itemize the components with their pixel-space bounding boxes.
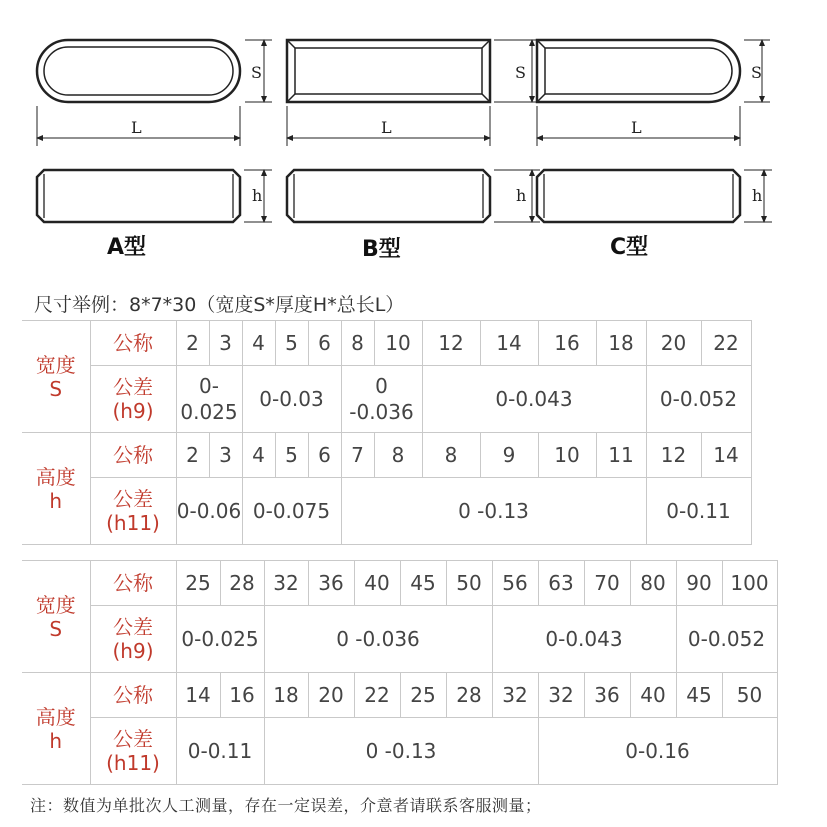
nominal-label: 公称 [90, 673, 176, 718]
nominal-label: 公称 [90, 561, 176, 606]
height-nominal-row [22, 673, 777, 718]
value-cell: 50 [446, 561, 492, 606]
tolerance-cell: 0-0.11 [176, 718, 264, 785]
type-c-top-view [537, 40, 770, 146]
value-cell: 4 [242, 433, 275, 478]
tolerance-label: 公差 (h11) [90, 478, 176, 545]
key-type-diagram [0, 0, 827, 280]
value-cell: 10 [374, 321, 422, 366]
dim-l-a: L [131, 118, 142, 137]
value-cell: 18 [264, 673, 308, 718]
value-cell: 3 [209, 433, 242, 478]
type-a-label: A型 [107, 235, 147, 260]
value-cell: 3 [209, 321, 242, 366]
value-cell: 45 [400, 561, 446, 606]
value-cell: 80 [630, 561, 676, 606]
nominal-label: 公称 [90, 433, 176, 478]
tolerance-label: 公差 (h9) [90, 606, 176, 673]
value-cell: 56 [492, 561, 538, 606]
tolerance-cell: 0-0.06 [176, 478, 242, 545]
value-cell: 2 [176, 321, 209, 366]
type-a-top-view [37, 40, 272, 146]
tolerance-cell: 0 -0.13 [341, 478, 646, 545]
dim-h-c: h [752, 186, 763, 205]
type-c-label: C型 [610, 235, 649, 260]
value-cell: 5 [275, 433, 308, 478]
value-cell: 63 [538, 561, 584, 606]
value-cell: 50 [722, 673, 777, 718]
dim-h-a: h [252, 186, 263, 205]
nominal-label: 公称 [90, 321, 176, 366]
value-cell: 18 [596, 321, 646, 366]
height-nominal-row [22, 433, 751, 478]
value-cell: 36 [308, 561, 354, 606]
value-cell: 32 [492, 673, 538, 718]
value-cell: 9 [480, 433, 538, 478]
tolerance-cell: 0-0.052 [646, 366, 751, 433]
value-cell: 12 [646, 433, 701, 478]
value-cell: 32 [538, 673, 584, 718]
value-cell: 45 [676, 673, 722, 718]
tolerance-label: 公差 (h11) [90, 718, 176, 785]
value-cell: 11 [596, 433, 646, 478]
value-cell: 10 [538, 433, 596, 478]
value-cell: 100 [722, 561, 777, 606]
tolerance-cell: 0-0.025 [176, 366, 242, 433]
type-b-label: B型 [362, 237, 401, 262]
tolerance-label: 公差 (h9) [90, 366, 176, 433]
value-cell: 25 [176, 561, 220, 606]
dim-l-b: L [381, 118, 392, 137]
width-group-label: 宽度 S [22, 321, 90, 433]
dim-s-c: S [751, 63, 762, 82]
spec-table-small [22, 320, 752, 545]
type-a-side-view [37, 170, 272, 222]
value-cell: 28 [446, 673, 492, 718]
value-cell: 28 [220, 561, 264, 606]
value-cell: 6 [308, 433, 341, 478]
value-cell: 70 [584, 561, 630, 606]
width-nominal-row [22, 321, 751, 366]
width-tolerance-row [22, 366, 751, 433]
width-tolerance-row [22, 606, 777, 673]
tolerance-cell: 0-0.16 [538, 718, 777, 785]
value-cell: 40 [630, 673, 676, 718]
type-b-side-view [287, 170, 540, 222]
value-cell: 8 [341, 321, 374, 366]
width-group-label: 宽度 S [22, 561, 90, 673]
value-cell: 4 [242, 321, 275, 366]
tolerance-cell: 0-0.052 [676, 606, 777, 673]
value-cell: 12 [422, 321, 480, 366]
tolerance-cell: 0 -0.036 [264, 606, 492, 673]
size-example: 尺寸举例：8*7*30（宽度S*厚度H*总长L） [34, 294, 405, 316]
type-c-side-view [537, 170, 772, 222]
tolerance-cell: 0-0.025 [176, 606, 264, 673]
value-cell: 6 [308, 321, 341, 366]
value-cell: 5 [275, 321, 308, 366]
height-group-label: 高度 h [22, 673, 90, 785]
tolerance-cell: 0 -0.036 [341, 366, 422, 433]
value-cell: 40 [354, 561, 400, 606]
value-cell: 2 [176, 433, 209, 478]
value-cell: 25 [400, 673, 446, 718]
value-cell: 20 [646, 321, 701, 366]
tolerance-cell: 0-0.11 [646, 478, 751, 545]
value-cell: 36 [584, 673, 630, 718]
value-cell: 7 [341, 433, 374, 478]
value-cell: 16 [220, 673, 264, 718]
dim-h-b: h [516, 186, 527, 205]
value-cell: 20 [308, 673, 354, 718]
width-nominal-row [22, 561, 777, 606]
height-tolerance-row [22, 718, 777, 785]
spec-table-large [22, 560, 778, 785]
dim-l-c: L [631, 118, 642, 137]
value-cell: 22 [354, 673, 400, 718]
dim-s-a: S [251, 63, 262, 82]
tolerance-cell: 0 -0.13 [264, 718, 538, 785]
type-b-top-view [287, 40, 540, 146]
tolerance-cell: 0-0.075 [242, 478, 341, 545]
value-cell: 14 [176, 673, 220, 718]
value-cell: 32 [264, 561, 308, 606]
value-cell: 14 [701, 433, 751, 478]
value-cell: 90 [676, 561, 722, 606]
value-cell: 8 [374, 433, 422, 478]
height-group-label: 高度 h [22, 433, 90, 545]
value-cell: 22 [701, 321, 751, 366]
tolerance-cell: 0-0.03 [242, 366, 341, 433]
value-cell: 8 [422, 433, 480, 478]
value-cell: 16 [538, 321, 596, 366]
tolerance-cell: 0-0.043 [422, 366, 646, 433]
height-tolerance-row [22, 478, 751, 545]
tolerance-cell: 0-0.043 [492, 606, 676, 673]
footnote: 注：数值为单批次人工测量，存在一定误差，介意者请联系客服测量； [30, 796, 542, 815]
dim-s-b: S [515, 63, 526, 82]
value-cell: 14 [480, 321, 538, 366]
